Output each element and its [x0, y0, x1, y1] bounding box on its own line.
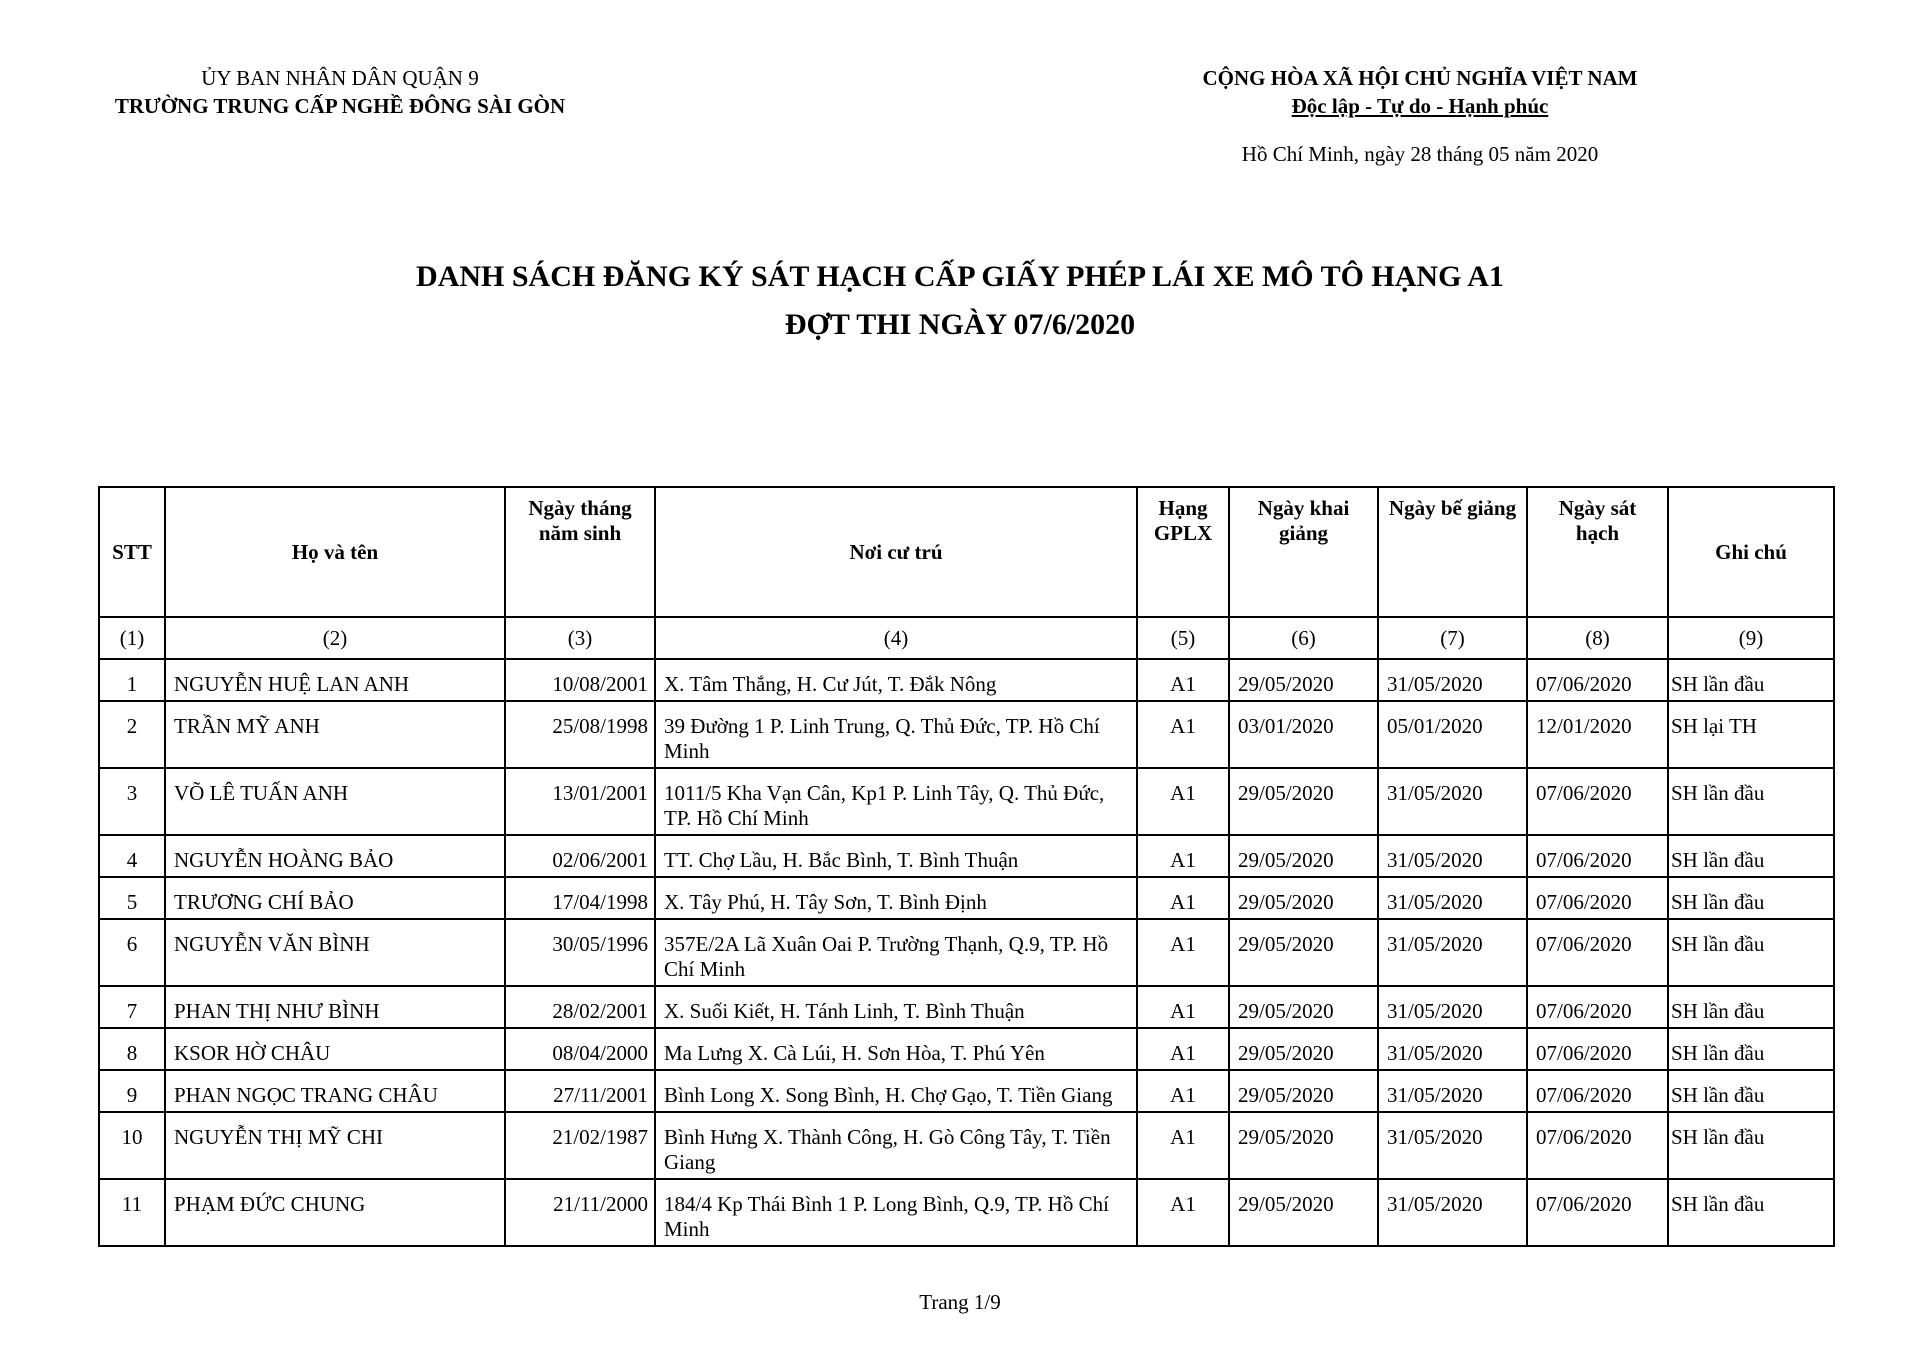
cell-note: SH lại TH — [1668, 701, 1834, 768]
cell-address: Ma Lưng X. Cà Lúi, H. Sơn Hòa, T. Phú Yên — [655, 1028, 1137, 1070]
cell-end-date: 05/01/2020 — [1378, 701, 1527, 768]
cell-note: SH lần đầu — [1668, 835, 1834, 877]
cell-stt: 5 — [99, 877, 165, 919]
cell-class: A1 — [1137, 1070, 1229, 1112]
table-row — [99, 835, 1834, 877]
cell-end-date: 31/05/2020 — [1378, 986, 1527, 1028]
cell-name: NGUYỄN VĂN BÌNH — [165, 919, 505, 986]
national-header — [1140, 64, 1700, 168]
cell-end-date: 31/05/2020 — [1378, 1028, 1527, 1070]
cell-exam-date: 07/06/2020 — [1527, 877, 1668, 919]
title-line-2: ĐỢT THI NGÀY 07/6/2020 — [784, 308, 1136, 341]
cell-start-date: 29/05/2020 — [1229, 1179, 1378, 1246]
column-number: (5) — [1137, 617, 1229, 659]
cell-name: TRẦN MỸ ANH — [165, 701, 505, 768]
cell-exam-date: 07/06/2020 — [1527, 919, 1668, 986]
column-number: (8) — [1527, 617, 1668, 659]
cell-address: Bình Long X. Song Bình, H. Chợ Gạo, T. Tiền Giang — [655, 1070, 1137, 1112]
cell-stt: 1 — [99, 659, 165, 701]
cell-start-date: 29/05/2020 — [1229, 877, 1378, 919]
cell-end-date: 31/05/2020 — [1378, 919, 1527, 986]
cell-name: KSOR HỜ CHÂU — [165, 1028, 505, 1070]
cell-note: SH lần đầu — [1668, 986, 1834, 1028]
cell-exam-date: 07/06/2020 — [1527, 835, 1668, 877]
cell-stt: 10 — [99, 1112, 165, 1179]
national-motto: Độc lập - Tự do - Hạnh phúc — [1291, 94, 1549, 118]
cell-exam-date: 07/06/2020 — [1527, 1179, 1668, 1246]
agency-line-2: TRƯỜNG TRUNG CẤP NGHỀ ĐÔNG SÀI GÒN — [114, 94, 566, 118]
cell-dob: 25/08/1998 — [505, 701, 655, 768]
cell-name: NGUYỄN HOÀNG BẢO — [165, 835, 505, 877]
cell-start-date: 29/05/2020 — [1229, 986, 1378, 1028]
cell-dob: 13/01/2001 — [505, 768, 655, 835]
cell-start-date: 29/05/2020 — [1229, 659, 1378, 701]
cell-dob: 02/06/2001 — [505, 835, 655, 877]
cell-address: Bình Hưng X. Thành Công, H. Gò Công Tây, T. Tiền Giang — [655, 1112, 1137, 1179]
header-row — [99, 487, 1834, 617]
cell-note: SH lần đầu — [1668, 1179, 1834, 1246]
cell-end-date: 31/05/2020 — [1378, 768, 1527, 835]
column-number: (4) — [655, 617, 1137, 659]
col-header-class: Hạng GPLX — [1137, 487, 1229, 617]
cell-start-date: 29/05/2020 — [1229, 919, 1378, 986]
cell-exam-date: 07/06/2020 — [1527, 986, 1668, 1028]
cell-end-date: 31/05/2020 — [1378, 1112, 1527, 1179]
cell-note: SH lần đầu — [1668, 1028, 1834, 1070]
cell-start-date: 29/05/2020 — [1229, 835, 1378, 877]
cell-address: X. Tâm Thắng, H. Cư Jút, T. Đắk Nông — [655, 659, 1137, 701]
document-title — [0, 253, 1920, 349]
cell-note: SH lần đầu — [1668, 919, 1834, 986]
column-number: (3) — [505, 617, 655, 659]
cell-exam-date: 07/06/2020 — [1527, 659, 1668, 701]
agency-header — [90, 64, 590, 120]
cell-class: A1 — [1137, 919, 1229, 986]
cell-note: SH lần đầu — [1668, 1070, 1834, 1112]
cell-address: TT. Chợ Lầu, H. Bắc Bình, T. Bình Thuận — [655, 835, 1137, 877]
cell-note: SH lần đầu — [1668, 659, 1834, 701]
cell-start-date: 03/01/2020 — [1229, 701, 1378, 768]
table-row — [99, 919, 1834, 986]
cell-class: A1 — [1137, 1112, 1229, 1179]
cell-class: A1 — [1137, 768, 1229, 835]
cell-class: A1 — [1137, 659, 1229, 701]
cell-stt: 2 — [99, 701, 165, 768]
cell-class: A1 — [1137, 877, 1229, 919]
col-header-note: Ghi chú — [1668, 487, 1834, 617]
cell-stt: 3 — [99, 768, 165, 835]
cell-class: A1 — [1137, 1028, 1229, 1070]
cell-note: SH lần đầu — [1668, 877, 1834, 919]
cell-end-date: 31/05/2020 — [1378, 1179, 1527, 1246]
cell-end-date: 31/05/2020 — [1378, 835, 1527, 877]
national-title: CỘNG HÒA XÃ HỘI CHỦ NGHĨA VIỆT NAM — [1202, 66, 1638, 90]
cell-start-date: 29/05/2020 — [1229, 768, 1378, 835]
cell-note: SH lần đầu — [1668, 1112, 1834, 1179]
cell-class: A1 — [1137, 701, 1229, 768]
roster-table — [98, 486, 1835, 1247]
col-header-stt: STT — [99, 487, 165, 617]
cell-start-date: 29/05/2020 — [1229, 1028, 1378, 1070]
table-row — [99, 768, 1834, 835]
col-header-exam: Ngày sát hạch — [1527, 487, 1668, 617]
place-date: Hồ Chí Minh, ngày 28 tháng 05 năm 2020 — [1241, 142, 1599, 166]
cell-dob: 28/02/2001 — [505, 986, 655, 1028]
cell-start-date: 29/05/2020 — [1229, 1070, 1378, 1112]
table-row — [99, 659, 1834, 701]
cell-name: PHAN NGỌC TRANG CHÂU — [165, 1070, 505, 1112]
column-number-row — [99, 617, 1834, 659]
cell-dob: 17/04/1998 — [505, 877, 655, 919]
table-row — [99, 1028, 1834, 1070]
cell-exam-date: 07/06/2020 — [1527, 768, 1668, 835]
cell-class: A1 — [1137, 1179, 1229, 1246]
cell-name: PHAN THỊ NHƯ BÌNH — [165, 986, 505, 1028]
cell-class: A1 — [1137, 986, 1229, 1028]
cell-address: X. Tây Phú, H. Tây Sơn, T. Bình Định — [655, 877, 1137, 919]
column-number: (6) — [1229, 617, 1378, 659]
table-row — [99, 1070, 1834, 1112]
cell-dob: 21/02/1987 — [505, 1112, 655, 1179]
cell-stt: 8 — [99, 1028, 165, 1070]
cell-stt: 7 — [99, 986, 165, 1028]
cell-address: X. Suối Kiết, H. Tánh Linh, T. Bình Thuận — [655, 986, 1137, 1028]
cell-stt: 11 — [99, 1179, 165, 1246]
cell-exam-date: 07/06/2020 — [1527, 1112, 1668, 1179]
cell-name: NGUYỄN THỊ MỸ CHI — [165, 1112, 505, 1179]
cell-address: 357E/2A Lã Xuân Oai P. Trường Thạnh, Q.9, TP. Hồ Chí Minh — [655, 919, 1137, 986]
cell-address: 184/4 Kp Thái Bình 1 P. Long Bình, Q.9, TP. Hồ Chí Minh — [655, 1179, 1137, 1246]
cell-note: SH lần đầu — [1668, 768, 1834, 835]
column-number: (7) — [1378, 617, 1527, 659]
cell-end-date: 31/05/2020 — [1378, 1070, 1527, 1112]
cell-dob: 21/11/2000 — [505, 1179, 655, 1246]
table-row — [99, 877, 1834, 919]
cell-name: TRƯƠNG CHÍ BẢO — [165, 877, 505, 919]
page-number: Trang 1/9 — [919, 1290, 1001, 1314]
cell-stt: 4 — [99, 835, 165, 877]
cell-address: 1011/5 Kha Vạn Cân, Kp1 P. Linh Tây, Q. Thủ Đức, TP. Hồ Chí Minh — [655, 768, 1137, 835]
table-row — [99, 701, 1834, 768]
table-row — [99, 1112, 1834, 1179]
cell-name: PHẠM ĐỨC CHUNG — [165, 1179, 505, 1246]
table-row — [99, 986, 1834, 1028]
cell-dob: 10/08/2001 — [505, 659, 655, 701]
cell-exam-date: 07/06/2020 — [1527, 1028, 1668, 1070]
cell-class: A1 — [1137, 835, 1229, 877]
agency-line-1: ỦY BAN NHÂN DÂN QUẬN 9 — [201, 66, 479, 90]
col-header-address: Nơi cư trú — [655, 487, 1137, 617]
cell-name: VÕ LÊ TUẤN ANH — [165, 768, 505, 835]
cell-exam-date: 12/01/2020 — [1527, 701, 1668, 768]
col-header-end: Ngày bế giảng — [1378, 487, 1527, 617]
col-header-dob: Ngày tháng năm sinh — [505, 487, 655, 617]
cell-address: 39 Đường 1 P. Linh Trung, Q. Thủ Đức, TP. Hồ Chí Minh — [655, 701, 1137, 768]
column-number: (1) — [99, 617, 165, 659]
cell-dob: 08/04/2000 — [505, 1028, 655, 1070]
cell-exam-date: 07/06/2020 — [1527, 1070, 1668, 1112]
col-header-start: Ngày khai giảng — [1229, 487, 1378, 617]
cell-end-date: 31/05/2020 — [1378, 877, 1527, 919]
column-number: (2) — [165, 617, 505, 659]
col-header-name: Họ và tên — [165, 487, 505, 617]
cell-name: NGUYỄN HUỆ LAN ANH — [165, 659, 505, 701]
title-line-1: DANH SÁCH ĐĂNG KÝ SÁT HẠCH CẤP GIẤY PHÉP LÁI XE MÔ TÔ HẠNG A1 — [416, 260, 1504, 293]
cell-stt: 9 — [99, 1070, 165, 1112]
cell-stt: 6 — [99, 919, 165, 986]
cell-start-date: 29/05/2020 — [1229, 1112, 1378, 1179]
cell-dob: 27/11/2001 — [505, 1070, 655, 1112]
column-number: (9) — [1668, 617, 1834, 659]
cell-dob: 30/05/1996 — [505, 919, 655, 986]
cell-end-date: 31/05/2020 — [1378, 659, 1527, 701]
table-row — [99, 1179, 1834, 1246]
